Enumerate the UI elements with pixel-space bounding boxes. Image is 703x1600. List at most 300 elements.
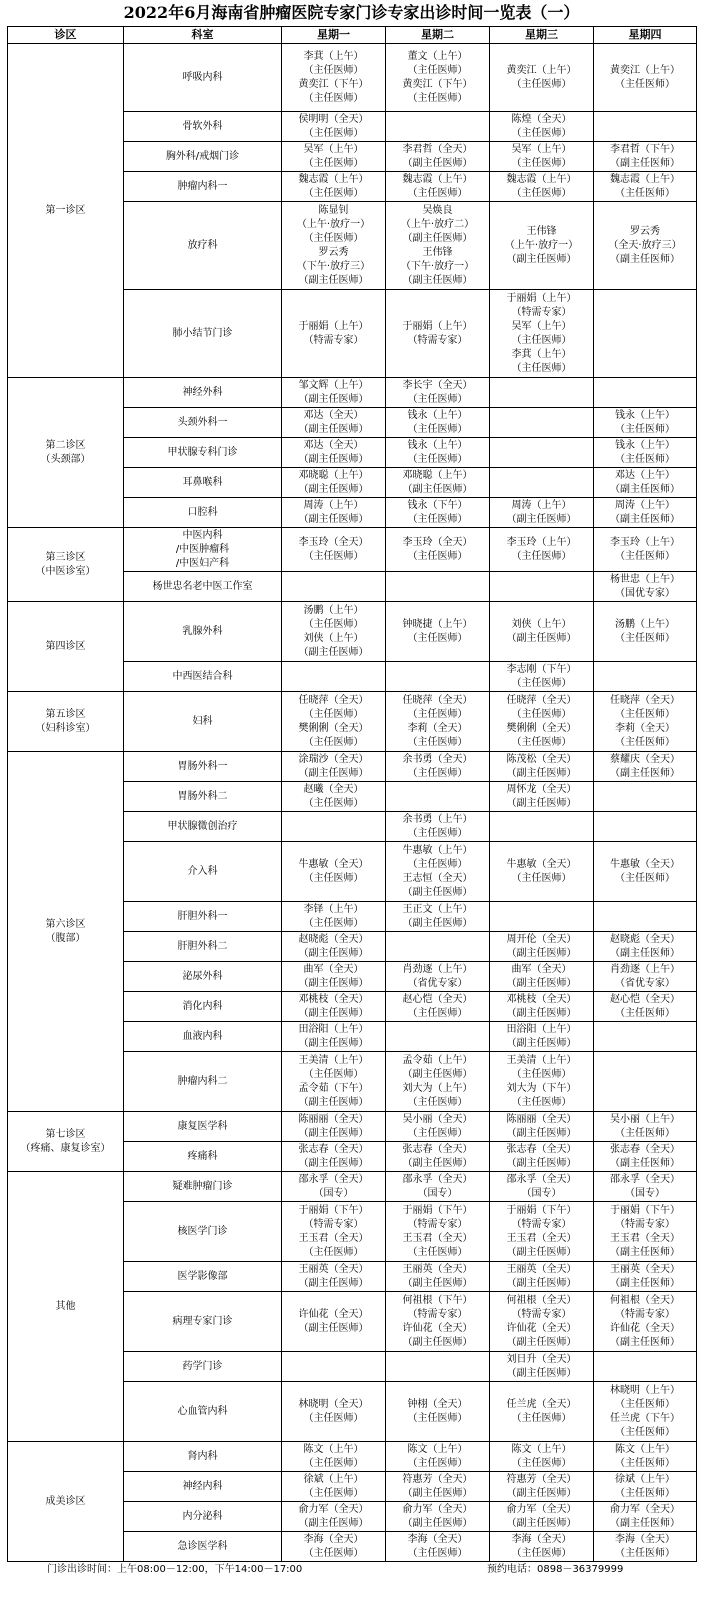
dept-cell: [124, 378, 282, 408]
schedule-cell: [386, 1472, 490, 1502]
schedule-cell: [282, 902, 386, 932]
doctor-entry: （副主任医师）: [298, 393, 369, 405]
dept-label: 神经外科: [182, 386, 223, 398]
table-row: [8, 1112, 697, 1142]
doctor-entry: 李海（全天）: [407, 1533, 468, 1545]
doctor-entry: 樊俐俐（全天）: [506, 722, 577, 734]
doctor-entry: 于丽娟（下午）: [402, 1204, 473, 1216]
doctor-entry: 刘大为（上午）: [402, 1082, 473, 1094]
schedule-cell: [490, 172, 594, 202]
schedule-cell: [386, 1172, 490, 1202]
dept-label: 骨软外科: [182, 120, 223, 132]
schedule-cell: [282, 44, 386, 112]
dept-label: 泌尿外科: [182, 970, 223, 982]
doctor-entry: 李玉玲（全天）: [402, 536, 473, 548]
schedule-cell: [386, 44, 490, 112]
schedule-cell: [386, 692, 490, 752]
dept-cell: [124, 1502, 282, 1532]
footer-hours: 门诊出诊时间：上午08:00－12:00，下午14:00－17:00: [47, 1564, 303, 1575]
dept-label: /中医妇产科: [175, 557, 230, 569]
doctor-entry: （上午·放疗一）: [296, 218, 371, 230]
doctor-entry: （主任医师）: [407, 632, 468, 644]
schedule-cell: [594, 1202, 697, 1262]
dept-label: 肝胆外科二: [177, 940, 228, 952]
doctor-entry: 牛惠敏（上午）: [402, 844, 473, 856]
doctor-entry: （主任医师）: [303, 187, 364, 199]
dept-cell: [124, 142, 282, 172]
table-row: [8, 378, 697, 408]
doctor-entry: 王美清（上午）: [506, 1054, 577, 1066]
schedule-cell: [594, 1142, 697, 1172]
doctor-entry: 吴焕良: [422, 204, 453, 216]
doctor-entry: 林晓明（上午）: [610, 1384, 680, 1396]
dept-label: 妇科: [192, 715, 213, 727]
doctor-entry: 王丽英（全天）: [506, 1263, 577, 1275]
doctor-entry: （主任医师）: [615, 872, 675, 884]
doctor-entry: （国优专家）: [615, 587, 675, 599]
doctor-entry: 赵心恺（全天）: [402, 993, 473, 1005]
doctor-entry: 刘侠（上午）: [303, 632, 364, 644]
doctor-entry: 肖劲逐（上午）: [402, 963, 473, 975]
dept-cell: [124, 290, 282, 378]
dept-cell: [124, 44, 282, 112]
doctor-entry: （主任医师）: [407, 423, 468, 435]
doctor-entry: （主任医师）: [303, 1487, 364, 1499]
doctor-entry: （副主任医师）: [402, 1336, 473, 1348]
schedule-cell: [386, 408, 490, 438]
schedule-cell: [594, 932, 697, 962]
schedule-cell: [594, 1442, 697, 1472]
doctor-entry: 张志春（全天）: [506, 1143, 577, 1155]
doctor-entry: 何祖根（全天）: [506, 1294, 577, 1306]
schedule-cell: [282, 1202, 386, 1262]
schedule-cell: [282, 1472, 386, 1502]
schedule-cell: [490, 1502, 594, 1532]
doctor-entry: 李海（全天）: [303, 1533, 364, 1545]
header-dept: 科室: [124, 27, 282, 44]
doctor-entry: 邵永孚（全天）: [506, 1173, 577, 1185]
doctor-entry: 邵永孚（全天）: [298, 1173, 369, 1185]
schedule-cell: [490, 572, 594, 602]
dept-cell: [124, 1442, 282, 1472]
doctor-entry: （特需专家）: [615, 1308, 675, 1320]
doctor-entry: （主任医师）: [511, 334, 572, 346]
doctor-entry: （主任医师）: [511, 187, 572, 199]
doctor-entry: 董文（上午）: [407, 50, 468, 62]
zone-label: 成美诊区: [45, 1495, 86, 1507]
doctor-entry: （主任医师）: [407, 453, 468, 465]
dept-label: 中医内科: [182, 529, 223, 541]
doctor-entry: （副主任医师）: [610, 1517, 680, 1529]
schedule-cell: [594, 142, 697, 172]
doctor-entry: （副主任医师）: [298, 423, 369, 435]
table-row: [8, 1442, 697, 1472]
dept-cell: [124, 468, 282, 498]
schedule-cell: [282, 1142, 386, 1172]
doctor-entry: （副主任医师）: [506, 1007, 577, 1019]
doctor-entry: 王丽英（全天）: [298, 1263, 369, 1275]
doctor-entry: 李莉（全天）: [407, 722, 468, 734]
doctor-entry: （主任医师）: [615, 1457, 675, 1469]
doctor-entry: （副主任医师）: [610, 513, 680, 525]
doctor-entry: （主任医师）: [303, 550, 364, 562]
doctor-entry: （主任医师）: [407, 827, 468, 839]
dept-label: 放疗科: [187, 239, 218, 251]
doctor-entry: （副主任医师）: [506, 977, 577, 989]
schedule-cell: [386, 1202, 490, 1262]
dept-label: 肿瘤内科一: [177, 180, 228, 192]
doctor-entry: （副主任医师）: [298, 1157, 369, 1169]
dept-label: 疼痛科: [187, 1150, 218, 1162]
doctor-entry: （主任医师）: [303, 1246, 364, 1258]
doctor-entry: （主任医师）: [615, 78, 675, 90]
doctor-entry: （主任医师）: [615, 550, 675, 562]
dept-label: 病理专家门诊: [172, 1315, 233, 1327]
schedule-cell: [386, 172, 490, 202]
table-row: [8, 1172, 697, 1202]
doctor-entry: （主任医师）: [407, 393, 468, 405]
doctor-entry: 邓桃枝（全天）: [298, 993, 369, 1005]
header-zone: 诊区: [8, 27, 124, 44]
schedule-cell: [386, 662, 490, 692]
schedule-cell: [594, 1352, 697, 1382]
schedule-cell: [594, 1022, 697, 1052]
doctor-entry: 王玉君（全天）: [402, 1232, 473, 1244]
doctor-entry: （主任医师）: [303, 736, 364, 748]
doctor-entry: （副主任医师）: [506, 1277, 577, 1289]
dept-label: 药学门诊: [182, 1360, 223, 1372]
zone-cell: [8, 378, 124, 528]
schedule-table: [7, 26, 697, 1562]
dept-cell: [124, 438, 282, 468]
page-title: 2022年6月海南省肿瘤医院专家门诊专家出诊时间一览表（一）: [123, 3, 580, 22]
doctor-entry: 邓晓聪（上午）: [298, 469, 369, 481]
schedule-cell: [386, 782, 490, 812]
doctor-entry: 陈煌（全天）: [511, 113, 572, 125]
doctor-entry: 李玉玲（全天）: [298, 536, 369, 548]
doctor-entry: （副主任医师）: [610, 947, 680, 959]
doctor-entry: （主任医师）: [511, 1457, 572, 1469]
doctor-entry: 俞力军（全天）: [402, 1503, 473, 1515]
schedule-cell: [490, 142, 594, 172]
doctor-entry: 王玉君（全天）: [506, 1232, 577, 1244]
schedule-cell: [282, 812, 386, 842]
dept-cell: [124, 992, 282, 1022]
schedule-cell: [490, 1112, 594, 1142]
schedule-cell: [282, 498, 386, 528]
doctor-entry: 林晓明（全天）: [298, 1398, 369, 1410]
doctor-entry: 邵永孚（全天）: [610, 1173, 680, 1185]
dept-cell: [124, 1262, 282, 1292]
table-row: [8, 44, 697, 112]
doctor-entry: 任兰虎（全天）: [506, 1398, 577, 1410]
schedule-cell: [594, 902, 697, 932]
schedule-cell: [594, 992, 697, 1022]
doctor-entry: 陈茂松（全天）: [506, 753, 577, 765]
doctor-entry: 于丽娟（下午）: [506, 1204, 577, 1216]
schedule-cell: [490, 1352, 594, 1382]
schedule-cell: [282, 842, 386, 902]
schedule-cell: [490, 1172, 594, 1202]
doctor-entry: （副主任医师）: [298, 483, 369, 495]
doctor-entry: （特需专家）: [303, 1218, 364, 1230]
footer: [7, 1562, 696, 1578]
doctor-entry: 刘侠（上午）: [511, 618, 572, 630]
doctor-entry: 邓桃枝（全天）: [506, 993, 577, 1005]
schedule-cell: [594, 752, 697, 782]
doctor-entry: （主任医师）: [615, 423, 675, 435]
doctor-entry: （特需专家）: [511, 1218, 572, 1230]
doctor-entry: 钟栩（全天）: [407, 1398, 468, 1410]
schedule-cell: [490, 1052, 594, 1112]
doctor-entry: （主任医师）: [407, 1246, 468, 1258]
schedule-cell: [386, 602, 490, 662]
zone-cell: [8, 602, 124, 692]
doctor-entry: （主任医师）: [303, 1412, 364, 1424]
doctor-entry: 赵心恺（全天）: [610, 993, 680, 1005]
zone-cell: [8, 752, 124, 1112]
schedule-cell: [490, 812, 594, 842]
doctor-entry: 刘大为（下午）: [506, 1082, 577, 1094]
doctor-entry: （主任医师）: [615, 1127, 675, 1139]
schedule-cell: [490, 44, 594, 112]
doctor-entry: （副主任医师）: [506, 1517, 577, 1529]
schedule-cell: [594, 1532, 697, 1562]
dept-label: /中医肿瘤科: [175, 543, 230, 555]
dept-cell: [124, 1352, 282, 1382]
doctor-entry: 陈文（上午）: [511, 1443, 572, 1455]
doctor-entry: （主任医师）: [511, 872, 572, 884]
doctor-entry: （副主任医师）: [298, 947, 369, 959]
schedule-cell: [594, 1472, 697, 1502]
doctor-entry: （主任医师）: [511, 1068, 572, 1080]
schedule-cell: [386, 498, 490, 528]
doctor-entry: （副主任医师）: [402, 1157, 473, 1169]
doctor-entry: 赵晓彪（全天）: [610, 933, 680, 945]
zone-label: （中医诊室）: [35, 565, 96, 577]
doctor-entry: （副主任医师）: [610, 253, 680, 265]
zone-label: 第七诊区: [45, 1128, 86, 1140]
doctor-entry: 吴军（上午）: [511, 143, 572, 155]
doctor-entry: 黄奕江（下午）: [402, 78, 473, 90]
doctor-entry: 余书勇（上午）: [402, 813, 473, 825]
schedule-cell: [386, 1442, 490, 1472]
doctor-entry: （副主任医师）: [506, 1037, 577, 1049]
schedule-cell: [594, 1502, 697, 1532]
schedule-cell: [490, 112, 594, 142]
schedule-cell: [386, 112, 490, 142]
doctor-entry: （主任医师）: [303, 92, 364, 104]
doctor-entry: （主任医师）: [407, 187, 468, 199]
doctor-entry: （副主任医师）: [298, 513, 369, 525]
doctor-entry: 任兰虎（下午）: [610, 1412, 680, 1424]
doctor-entry: （副主任医师）: [298, 1127, 369, 1139]
doctor-entry: （主任医师）: [511, 1096, 572, 1108]
schedule-cell: [386, 468, 490, 498]
schedule-cell: [282, 572, 386, 602]
doctor-entry: （主任医师）: [511, 550, 572, 562]
header-mon: 星期一: [282, 27, 386, 44]
schedule-cell: [490, 378, 594, 408]
doctor-entry: （国专）: [521, 1187, 562, 1199]
doctor-entry: （主任医师）: [303, 157, 364, 169]
dept-label: 核医学门诊: [177, 1225, 228, 1237]
doctor-entry: 曲军（全天）: [303, 963, 364, 975]
dept-cell: [124, 172, 282, 202]
schedule-cell: [282, 1052, 386, 1112]
schedule-cell: [490, 438, 594, 468]
doctor-entry: （主任医师）: [511, 362, 572, 374]
schedule-cell: [490, 202, 594, 290]
doctor-entry: （主任医师）: [407, 1127, 468, 1139]
doctor-entry: （主任医师）: [303, 1457, 364, 1469]
doctor-entry: 涂瑞沙（全天）: [298, 753, 369, 765]
schedule-cell: [386, 1022, 490, 1052]
doctor-entry: 张志春（全天）: [402, 1143, 473, 1155]
doctor-entry: 邓达（上午）: [615, 469, 675, 481]
doctor-entry: 许仙花（全天）: [506, 1322, 577, 1334]
schedule-cell: [594, 290, 697, 378]
doctor-entry: （副主任医师）: [298, 1277, 369, 1289]
schedule-cell: [594, 498, 697, 528]
schedule-cell: [490, 1202, 594, 1262]
doctor-entry: 李铎（上午）: [303, 903, 364, 915]
doctor-entry: （主任医师）: [615, 1426, 675, 1438]
doctor-entry: （主任医师）: [615, 1398, 675, 1410]
zone-cell: [8, 1442, 124, 1562]
schedule-cell: [386, 902, 490, 932]
schedule-cell: [386, 1262, 490, 1292]
doctor-entry: （主任医师）: [407, 1007, 468, 1019]
doctor-entry: （副主任医师）: [298, 1096, 369, 1108]
schedule-cell: [282, 1262, 386, 1292]
schedule-cell: [594, 378, 697, 408]
schedule-cell: [490, 468, 594, 498]
dept-label: 胃肠外科一: [177, 760, 228, 772]
doctor-entry: 任晓萍（全天）: [298, 694, 369, 706]
schedule-cell: [490, 602, 594, 662]
schedule-cell: [386, 438, 490, 468]
doctor-entry: 许仙花（全天）: [298, 1308, 369, 1320]
doctor-entry: （副主任医师）: [402, 917, 473, 929]
table-row: [8, 528, 697, 572]
doctor-entry: 邓达（全天）: [303, 439, 364, 451]
doctor-entry: （主任医师）: [511, 1547, 572, 1559]
doctor-entry: （主任医师）: [615, 632, 675, 644]
schedule-cell: [490, 1262, 594, 1292]
doctor-entry: 侯明明（全天）: [298, 113, 369, 125]
schedule-cell: [282, 142, 386, 172]
doctor-entry: 陈文（上午）: [615, 1443, 675, 1455]
doctor-entry: 魏志霞（上午）: [298, 173, 369, 185]
dept-cell: [124, 528, 282, 572]
schedule-cell: [594, 812, 697, 842]
schedule-cell: [594, 438, 697, 468]
doctor-entry: （副主任医师）: [298, 977, 369, 989]
schedule-cell: [594, 692, 697, 752]
doctor-entry: 孟令茹（下午）: [298, 1082, 369, 1094]
doctor-entry: （主任医师）: [303, 1547, 364, 1559]
dept-label: 耳鼻喉科: [182, 476, 223, 488]
schedule-cell: [490, 902, 594, 932]
doctor-entry: （副主任医师）: [506, 513, 577, 525]
doctor-entry: （主任医师）: [407, 550, 468, 562]
schedule-cell: [594, 602, 697, 662]
doctor-entry: 周涛（上午）: [303, 499, 364, 511]
doctor-entry: （副主任医师）: [506, 632, 577, 644]
doctor-entry: 李君哲（下午）: [610, 143, 680, 155]
dept-label: 肿瘤内科二: [177, 1075, 228, 1087]
schedule-cell: [386, 1382, 490, 1442]
doctor-entry: 任晓萍（全天）: [610, 694, 680, 706]
doctor-entry: 王玉君（全天）: [298, 1232, 369, 1244]
doctor-entry: （主任医师）: [407, 64, 468, 76]
dept-label: 急诊医学科: [177, 1540, 228, 1552]
doctor-entry: 周怀龙（全天）: [506, 783, 577, 795]
schedule-cell: [282, 662, 386, 692]
doctor-entry: （特需专家）: [511, 1308, 572, 1320]
dept-cell: [124, 602, 282, 662]
doctor-entry: 李玉玲（上午）: [610, 536, 680, 548]
schedule-cell: [490, 528, 594, 572]
doctor-entry: （主任医师）: [615, 1547, 675, 1559]
schedule-cell: [386, 1112, 490, 1142]
zone-label: 第二诊区: [45, 439, 86, 451]
dept-cell: [124, 498, 282, 528]
doctor-entry: 符惠芳（全天）: [506, 1473, 577, 1485]
header-row: [8, 27, 697, 44]
schedule-cell: [594, 468, 697, 498]
schedule-cell: [386, 528, 490, 572]
doctor-entry: （主任医师）: [615, 1007, 675, 1019]
doctor-entry: 黄奕江（下午）: [298, 78, 369, 90]
doctor-entry: （副主任医师）: [610, 767, 680, 779]
schedule-cell: [490, 1382, 594, 1442]
dept-cell: [124, 692, 282, 752]
dept-cell: [124, 408, 282, 438]
dept-label: 疑难肿瘤门诊: [172, 1180, 233, 1192]
doctor-entry: （主任医师）: [615, 708, 675, 720]
doctor-entry: （副主任医师）: [298, 1007, 369, 1019]
doctor-entry: 邹文辉（上午）: [298, 379, 369, 391]
schedule-cell: [386, 992, 490, 1022]
doctor-entry: （主任医师）: [511, 1412, 572, 1424]
doctor-entry: （主任医师）: [303, 127, 364, 139]
schedule-cell: [490, 932, 594, 962]
zone-label: 其他: [55, 1300, 76, 1312]
doctor-entry: 魏志霞（上午）: [610, 173, 680, 185]
doctor-entry: （全天·放疗三）: [608, 239, 682, 251]
doctor-entry: （主任医师）: [407, 858, 468, 870]
doctor-entry: 周开伦（全天）: [506, 933, 577, 945]
doctor-entry: （主任医师）: [407, 736, 468, 748]
schedule-cell: [490, 1472, 594, 1502]
schedule-cell: [282, 1112, 386, 1142]
doctor-entry: 任晓萍（全天）: [402, 694, 473, 706]
schedule-cell: [490, 498, 594, 528]
schedule-cell: [282, 692, 386, 752]
doctor-entry: 王志恒（全天）: [402, 872, 473, 884]
schedule-cell: [282, 202, 386, 290]
doctor-entry: 李志刚（下午）: [506, 663, 577, 675]
dept-label: 肝胆外科一: [177, 910, 228, 922]
schedule-cell: [594, 1172, 697, 1202]
doctor-entry: 于丽娟（上午）: [298, 320, 369, 332]
schedule-cell: [594, 1382, 697, 1442]
schedule-cell: [282, 172, 386, 202]
schedule-cell: [490, 290, 594, 378]
doctor-entry: （副主任医师）: [506, 767, 577, 779]
